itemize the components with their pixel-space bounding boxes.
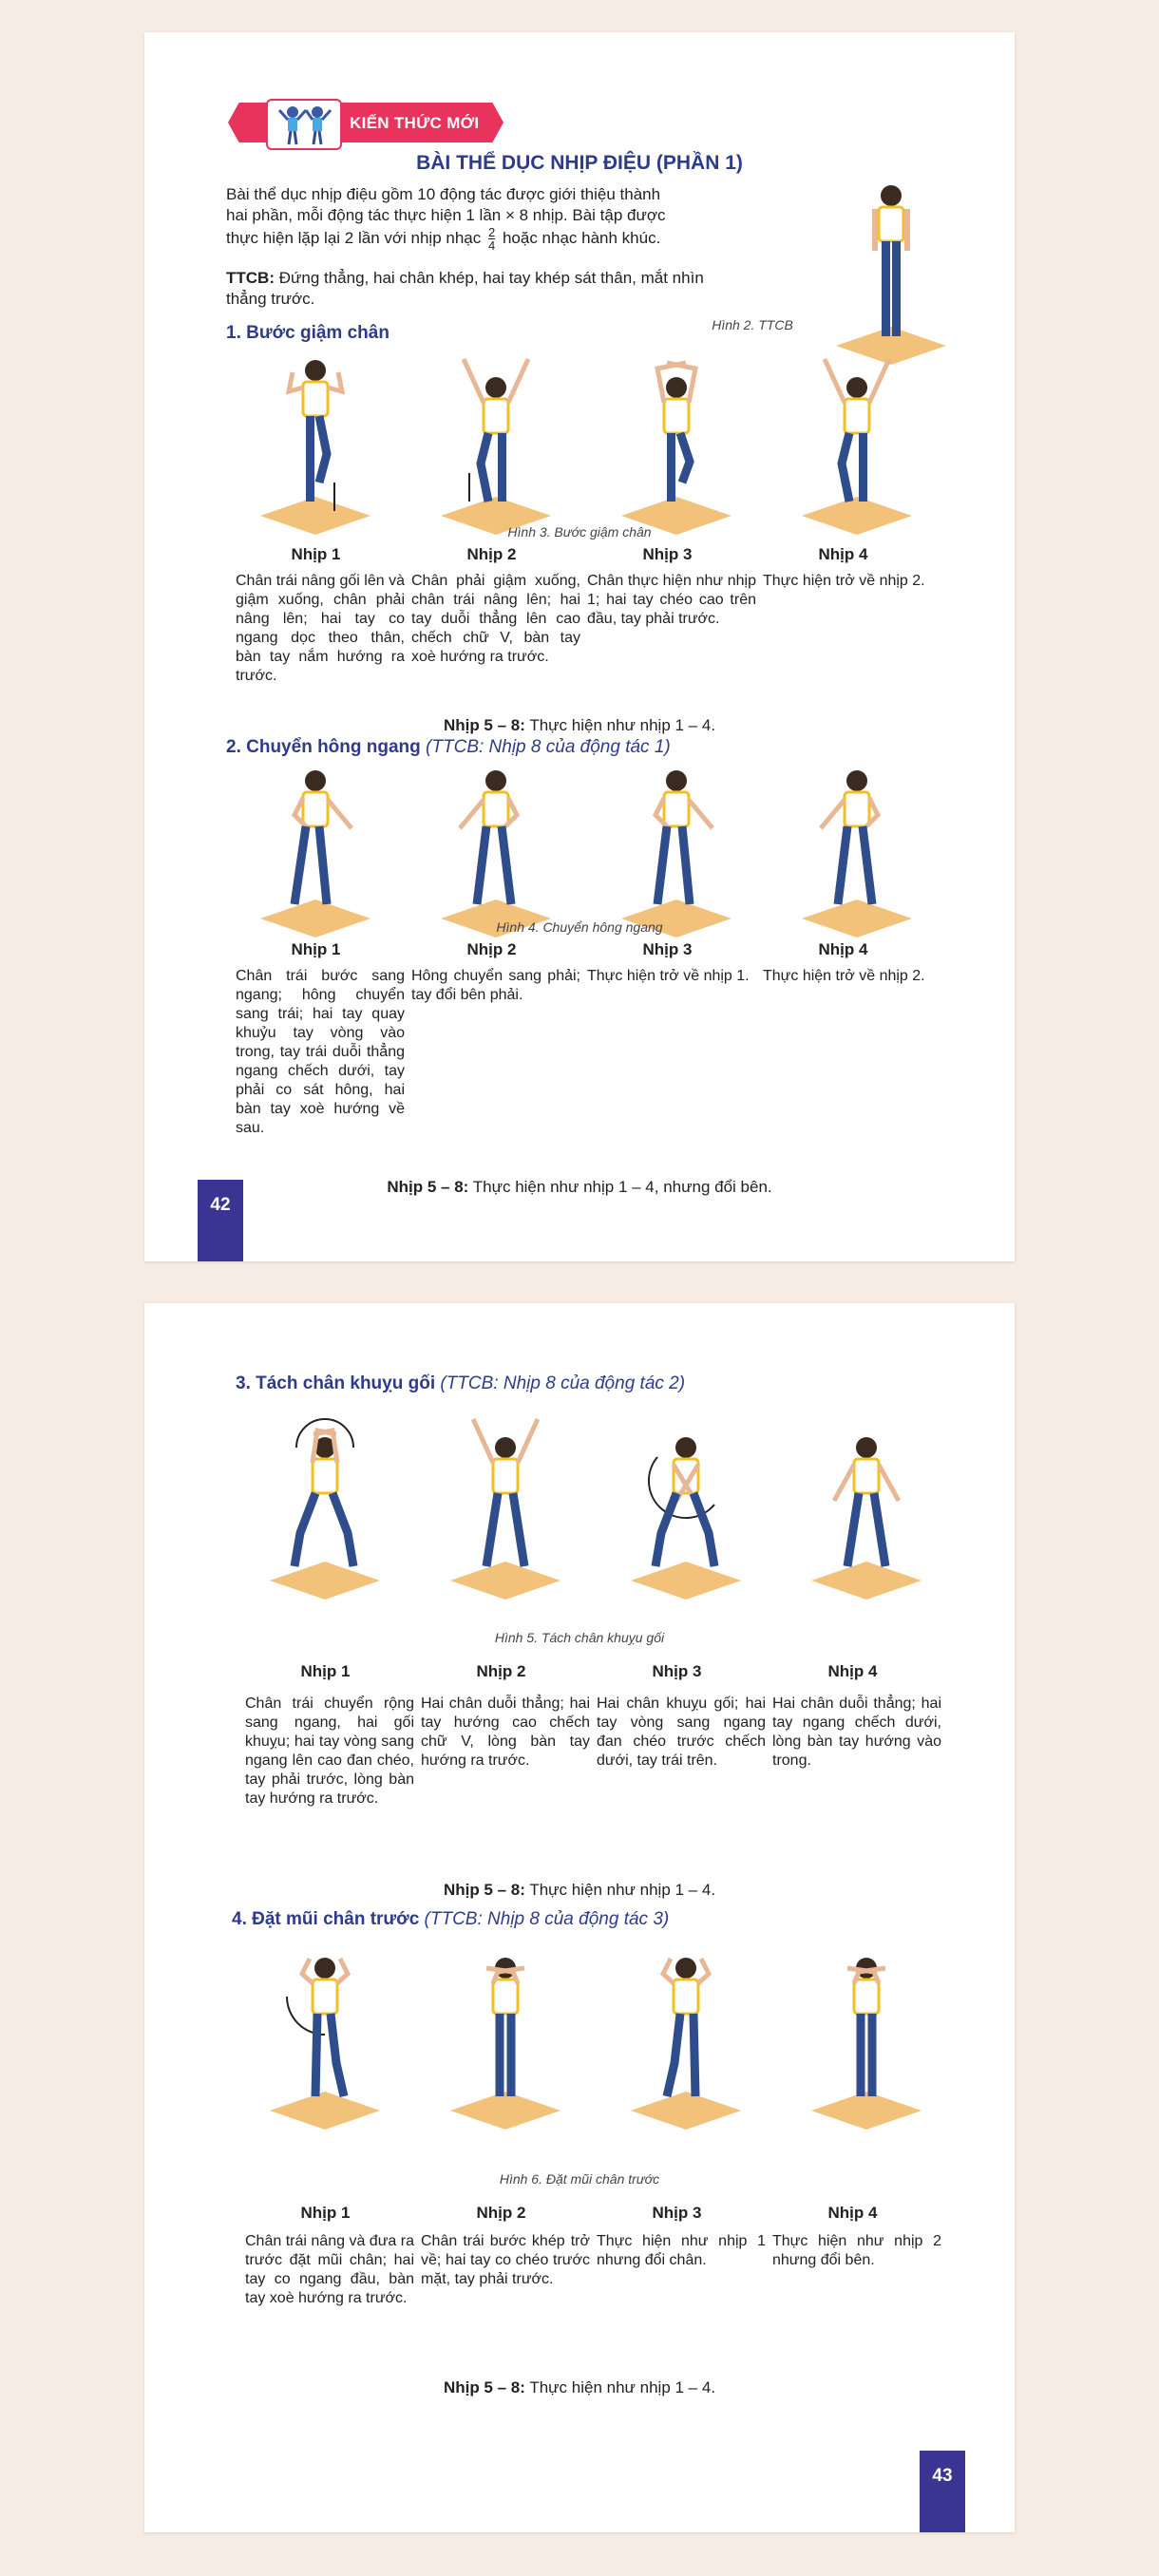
page-43: [144, 1303, 1015, 2532]
section-heading: 2. Chuyển hông ngang (TTCB: Nhịp 8 của động tác 1): [226, 737, 671, 757]
standing-figure: [825, 184, 958, 365]
figure-caption: Hình 5. Tách chân khuỵu gối: [494, 1630, 665, 1645]
figure-beat-2: [441, 359, 551, 535]
beat-label: Nhịp 4: [827, 2204, 878, 2222]
beat-label: Nhịp 4: [818, 940, 868, 958]
fraction-numerator: 2: [487, 225, 496, 239]
figure-ttcb: [825, 184, 958, 369]
page-42: [144, 32, 1015, 1261]
figure-caption: Hình 4. Chuyển hông ngang: [496, 919, 663, 935]
figure-beat-1: [260, 770, 370, 938]
beat-label: Nhịp 1: [300, 2204, 351, 2222]
beat-description: Hai chân duỗi thẳng; hai tay ngang chếch dưới, lòng bàn tay hướng vào trong.: [772, 1695, 941, 1769]
figure-beat-4: [802, 359, 912, 535]
beat-description: Chân trái chuyển rộng sang ngang, hai gối khuỵu; hai tay vòng sang ngang lên cao đan chéo, tay phải trước, lòng bàn tay hướng ra trước.: [245, 1695, 414, 1807]
beat-label: Nhịp 1: [291, 545, 341, 563]
beat-description: Chân thực hiện như nhịp 1; hai tay chéo cao trên đầu, tay phải trước.: [587, 573, 756, 627]
intro-line: thực hiện lặp lại 2 lần với nhịp nhạc $\frac{2}{4}$ hoặc nhạc hành khúc.: [226, 225, 661, 253]
beat-description: Chân trái nâng và đưa ra trước đặt mũi chân; hai tay co ngang đầu, bàn tay xoè hướng ra trước.: [245, 2233, 414, 2306]
figure-row-step: [239, 350, 961, 554]
figure-beat-3: [621, 770, 732, 938]
figure-beat-1: [270, 1958, 380, 2130]
beat-label: Nhịp 2: [476, 1662, 526, 1680]
figure-beat-4: [811, 1437, 922, 1600]
figure-row-toe: [249, 1940, 971, 2144]
beat-description: Thực hiện trở về nhịp 1.: [587, 968, 750, 984]
beat-description: Chân trái bước khép trở về; hai tay co chéo trước mặt, tay phải trước.: [421, 2233, 590, 2287]
figure-caption: Hình 6. Đặt mũi chân trước: [499, 2171, 660, 2187]
figure-beat-3: [631, 1958, 741, 2130]
children-exercise-icon: [266, 99, 342, 150]
lesson-title: BÀI THỂ DỤC NHỊP ĐIỆU (PHẦN 1): [416, 152, 743, 174]
beat-description: Chân trái bước sang ngang; hông chuyển sang trái; hai tay quay khuỷu tay vòng vào trong, tay trái duỗi thẳng ngang chếch dưới, tay phải co sát hông, hai bàn tay xoè hướng về sau.: [236, 968, 405, 1136]
section-heading: 4. Đặt mũi chân trước (TTCB: Nhịp 8 của động tác 3): [232, 1909, 670, 1929]
badge-label: KIẾN THỨC MỚI: [350, 114, 480, 132]
beat-label: Nhịp 3: [642, 545, 693, 563]
figure-beat-4: [811, 1958, 922, 2130]
beat-description: Chân phải giậm xuống, chân trái nâng lên; hai tay duỗi thẳng lên cao chếch chữ V, bàn tay xoè hướng ra trước.: [411, 573, 580, 665]
figure-beat-3: [631, 1437, 741, 1600]
beat-label: Nhịp 4: [827, 1662, 878, 1680]
fraction-denominator: 4: [487, 238, 496, 253]
beat-label: Nhịp 3: [642, 940, 693, 958]
section-heading: 1. Bước giậm chân: [226, 323, 390, 343]
beat-label: Nhịp 2: [476, 2204, 526, 2222]
beat-description: Hai chân duỗi thẳng; hai tay hướng cao chếch chữ V, lòng bàn tay hướng ra trước.: [421, 1695, 590, 1769]
ttcb-label: TTCB:: [226, 269, 275, 287]
figure-beat-3: [621, 363, 732, 535]
beat-label: Nhịp 1: [300, 1662, 351, 1680]
beat-label: Nhịp 2: [466, 545, 517, 563]
figure-beat-1: [270, 1419, 380, 1600]
intro-line: Bài thể dục nhịp điệu gồm 10 động tác được giới thiệu thành: [226, 185, 661, 203]
figure-beat-2: [441, 770, 551, 938]
figure-beat-2: [450, 1958, 560, 2130]
beat-label: Nhịp 3: [652, 2204, 702, 2222]
figure-row-knee: [249, 1410, 971, 1614]
beat-description: Thực hiện như nhịp 1 nhưng đổi chân.: [597, 2233, 766, 2268]
section-badge: [228, 99, 504, 146]
beat-label: Nhịp 4: [818, 545, 868, 563]
section-heading: 3. Tách chân khuỵu gối (TTCB: Nhịp 8 của động tác 2): [236, 1373, 686, 1393]
figure-beat-1: [260, 360, 370, 535]
beat-note: Nhịp 5 – 8: Thực hiện như nhịp 1 – 4.: [443, 2378, 716, 2396]
beat-note: Nhịp 5 – 8: Thực hiện như nhịp 1 – 4, nhưng đổi bên.: [387, 1178, 772, 1196]
figure-caption: Hình 3. Bước giậm chân: [507, 524, 652, 540]
beat-description: Hai chân khuỵu gối; hai tay vòng sang ngang đan chéo trước chếch dưới, tay trái trên.: [597, 1695, 766, 1769]
intro-line: hai phần, mỗi động tác thực hiện 1 lần × 8 nhịp. Bài tập được: [226, 206, 666, 224]
beat-description: Thực hiện như nhịp 2 nhưng đổi bên.: [772, 2233, 941, 2268]
figure-caption: Hình 2. TTCB: [712, 317, 793, 332]
beat-description: Thực hiện trở về nhịp 2.: [763, 573, 925, 589]
page-number: 42: [198, 1180, 243, 1261]
beat-description: Chân trái nâng gối lên và giậm xuống, chân phải nâng lên; hai tay co ngang dọc theo thân, bàn tay nắm hướng ra trước.: [236, 573, 405, 684]
beat-description: Thực hiện trở về nhịp 2.: [763, 968, 925, 984]
beat-note: Nhịp 5 – 8: Thực hiện như nhịp 1 – 4.: [443, 1881, 716, 1899]
figure-beat-4: [802, 770, 912, 938]
figure-beat-2: [450, 1419, 560, 1600]
beat-label: Nhịp 1: [291, 940, 341, 958]
beat-label: Nhịp 3: [652, 1662, 702, 1680]
beat-note: Nhịp 5 – 8: Thực hiện như nhịp 1 – 4.: [443, 716, 716, 734]
intro-paragraph: [226, 184, 764, 252]
beat-label: Nhịp 2: [466, 940, 517, 958]
beat-description: Hông chuyển sang phải; tay đổi bên phải.: [411, 968, 580, 1003]
ttcb-paragraph: TTCB: Đứng thẳng, hai chân khép, hai tay khép sát thân, mắt nhìn thẳng trước.: [226, 269, 704, 308]
page-number: 43: [920, 2451, 965, 2532]
